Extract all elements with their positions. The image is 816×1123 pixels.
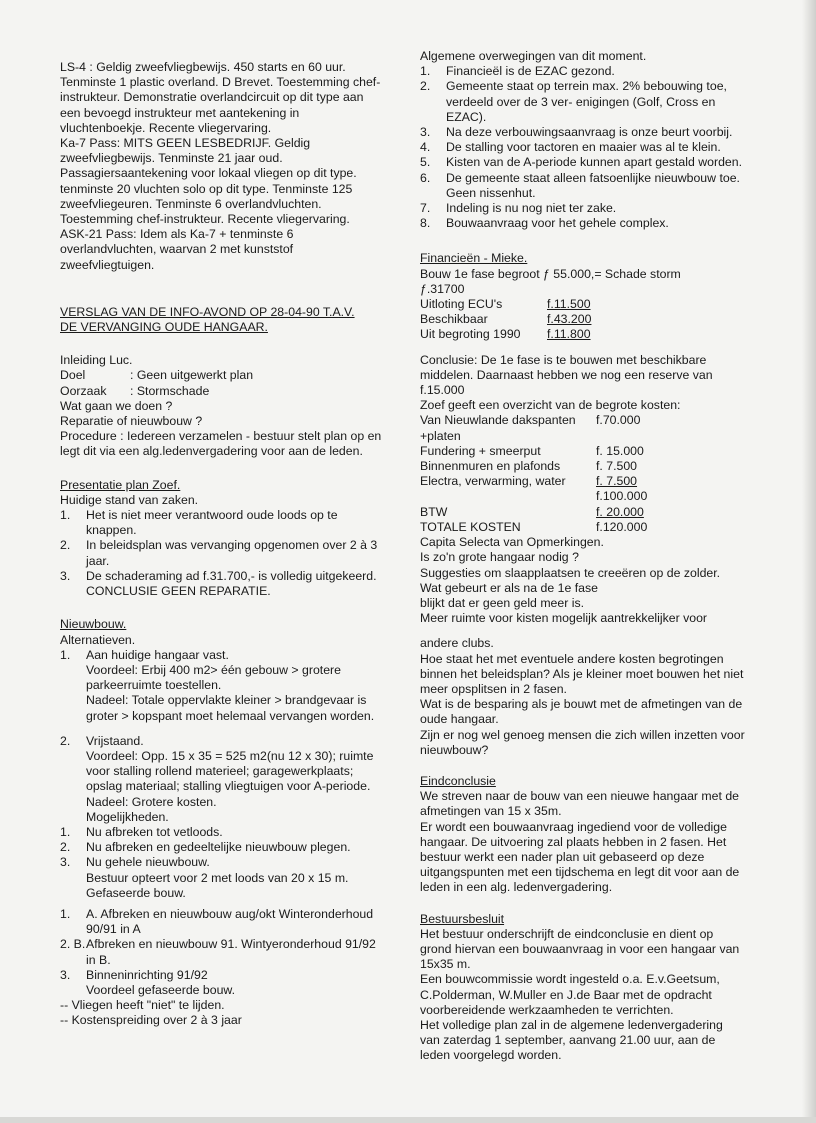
alt2-heading: Vrijstaand. — [86, 733, 144, 748]
opmerking-8: Wat is de besparing als je bouwt met de afmetingen van de oude hangaar. — [420, 697, 743, 727]
fase-item — [60, 937, 382, 967]
fase-item-number: 2. B. — [60, 937, 86, 952]
mogelijkheden-list — [60, 825, 382, 871]
fase-item — [60, 968, 382, 983]
alternatief-2 — [60, 734, 382, 825]
overweging-item-number: 4. — [420, 140, 431, 155]
doel-row — [60, 368, 382, 383]
mogelijkheid-item — [60, 840, 382, 855]
opmerking-2: Suggesties om slaapplaatsen te creeëren op de zolder. — [420, 565, 721, 580]
ask21-requirements: ASK-21 Pass: Idem als Ka-7 + tenminste 6 overlandvluchten, waarvan 2 met kunststof zweefvliegtuigen. — [60, 227, 294, 272]
mogelijkheid-item-text: Nu afbreken tot vetloods. — [86, 824, 223, 839]
overweging-item-text: Kisten van de A-periode kunnen apart gestald worden. — [446, 155, 743, 170]
overweging-item-number: 5. — [420, 155, 431, 170]
overweging-item — [420, 171, 746, 201]
presentatie-item-number: 2. — [60, 538, 71, 553]
overweging-item — [420, 125, 746, 140]
overweging-item-text: Gemeente staat op terrein max. 2% bebouwing toe, verdeeld over de 3 ver- enigingen (Golf, Cross en EZAC). — [446, 79, 727, 124]
oorzaak-value: : Stormschade — [130, 383, 210, 398]
eindconclusie-text: We streven naar de bouw van een nieuwe hangaar met de afmetingen van 15 x 35m. — [420, 789, 740, 819]
verslag-title-line1: VERSLAG VAN DE INFO-AVOND OP 28-04-90 T.A.V. — [60, 304, 355, 319]
financien-amount: f.11.500 — [547, 297, 591, 312]
alt1-number: 1. — [60, 647, 71, 662]
alt2-number: 2. — [60, 733, 71, 748]
huidige-stand: Huidige stand van zaken. — [60, 492, 199, 507]
opmerking-5: Meer ruimte voor kisten mogelijk aantrekkelijker voor — [420, 611, 708, 626]
alt2-voordeel: Voordeel: Opp. 15 x 35 = 525 m2(nu 12 x 30); ruimte voor stalling rollend materieel; garagewerkplaats; opslag materiaal; stalling vliegtuigen voor A-periode. — [86, 748, 374, 794]
financien-label: Uitloting ECU's — [420, 297, 503, 312]
eindconclusie-title: Eindconclusie — [420, 773, 496, 788]
overweging-item-text: Indeling is nu nog niet ter zake. — [446, 201, 617, 216]
kosten-amount: f. 7.500 — [596, 474, 638, 489]
kosten-amount: f. 20.000 — [596, 504, 644, 519]
mogelijkheid-item — [60, 855, 382, 870]
mogelijkheid-item-text: Nu gehele nieuwbouw. — [86, 855, 210, 870]
fase-item-text: A. Afbreken en nieuwbouw aug/okt Winteronderhoud 90/91 in A — [86, 906, 374, 937]
financien-table — [420, 297, 746, 343]
alternatief-1 — [60, 648, 382, 724]
bestuursbesluit-text: Het bestuur onderschrijft de eindconclusie en dient op grond hiervan een bouwaanvraag in voor een hangaar van 15x35 m. — [420, 926, 740, 972]
oorzaak-label: Oorzaak — [60, 383, 107, 398]
overweging-item — [420, 64, 746, 79]
kosten-label: Fundering + smeerput — [420, 443, 541, 458]
financien-row — [420, 327, 746, 342]
kosten-label — [420, 489, 596, 504]
kosten-row — [420, 459, 746, 474]
overweging-item-number: 6. — [420, 170, 431, 185]
nieuwbouw-title: Nieuwbouw. — [60, 617, 127, 632]
kosten-label: Electra, verwarming, water — [420, 474, 566, 489]
kosten-label: BTW — [420, 504, 448, 519]
bouw-schade-bedrag: ƒ.31700 — [420, 281, 465, 296]
doel-label: Doel — [60, 368, 86, 383]
bouw-begroot: Bouw 1e fase begroot ƒ 55.000,= Schade storm — [420, 266, 681, 281]
overweging-item-number: 3. — [420, 125, 431, 140]
ka7-requirements: Ka-7 Pass: MITS GEEN LESBEDRIJF. Geldig zweefvliegbewijs. Tenminste 21 jaar oud. Passagiersaantekening voor lokaal vliegen op dit type. tenminste 20 vluchten solo op dit type. Tenminste 125 zweefvliegeuren. Tenminste 6 overlandvluchten. Toestemming chef-instrukteur. Recente vliegervaring. — [60, 136, 357, 227]
inleiding: Inleiding Luc. — [60, 353, 133, 368]
overweging-item-number: 7. — [420, 201, 431, 216]
bestuur-opteert: Bestuur opteert voor 2 met loods van 20 x 15 m. — [86, 870, 349, 885]
financien-label: Uit begroting 1990 — [420, 327, 521, 342]
overweging-item — [420, 155, 746, 170]
right-column — [420, 49, 746, 1064]
overweging-item — [420, 79, 746, 125]
overweging-item — [420, 140, 746, 155]
presentatie-item — [60, 569, 382, 584]
wat-gaan-we-doen: Wat gaan we doen ? — [60, 398, 173, 413]
kostenspreiding-note: -- Kostenspreiding over 2 à 3 jaar — [60, 1013, 242, 1028]
overweging-item-text: De gemeente staat alleen fatsoenlijke nieuwbouw toe. Geen nissenhut. — [446, 170, 740, 200]
opmerking-7: Hoe staat het met eventuele andere kosten begrotingen binnen het beleidsplan? Als je kleiner moet bouwen het niet meer opsplitsen in 2 fasen. — [420, 651, 744, 696]
zoef-overzicht: Zoef geeft een overzicht van de begrote kosten: — [420, 398, 681, 413]
kosten-row — [420, 413, 746, 443]
gefaseerde-bouw: Gefaseerde bouw. — [86, 885, 186, 900]
bestuursbesluit-text-2: Een bouwcommissie wordt ingesteld o.a. E.v.Geetsum, C.Polderman, W.Muller en J.de Baar met de opdracht voorbereidende werkzaamheden te verrichten. — [420, 972, 720, 1017]
fase-list — [60, 907, 382, 983]
mogelijkheid-item-number: 1. — [60, 824, 71, 839]
capita-selecta: Capita Selecta van Opmerkingen. — [420, 535, 604, 550]
fase-item-text: Afbreken en nieuwbouw 91. Wintyeronderhoud 91/92 in B. — [86, 937, 376, 967]
kosten-row — [420, 505, 746, 520]
fase-item-number: 3. — [60, 967, 71, 982]
alt1-voordeel: Voordeel: Erbij 400 m2> één gebouw > grotere parkeerruimte toestellen. — [86, 662, 341, 693]
eindconclusie-text-2: Er wordt een bouwaanvraag ingediend voor de volledige hangaar. De uitvoering zal plaats hebben in 2 fasen. Het bestuur werkt een nader plan uit gebaseerd op deze uitgangspunten met een tijdschema en legt dit voor aan de leden in een alg. ledenvergadering. — [420, 819, 740, 895]
kosten-amount: f.120.000 — [596, 519, 648, 534]
procedure: Procedure : Iedereen verzamelen - bestuur stelt plan op en legt dit via een alg.ledenvergadering voor aan de leden. — [60, 429, 382, 459]
overweging-item-text: Financieël is de EZAC gezond. — [446, 64, 615, 79]
alt1-nadeel: Nadeel: Totale oppervlakte kleiner > brandgevaar is groter > kopspant moet helemaal vervangen worden. — [86, 693, 375, 723]
kosten-label: Van Nieuwlande dakspanten +platen — [420, 413, 576, 443]
kosten-amount: f.70.000 — [596, 413, 641, 428]
algemene-title: Algemene overwegingen van dit moment. — [420, 49, 647, 63]
presentatie-item-text: In beleidsplan was vervanging opgenomen over 2 à 3 jaar. — [86, 538, 378, 568]
bestuursbesluit-title: Bestuursbesluit — [420, 911, 505, 926]
bestuursbesluit-text-3: Het volledige plan zal in de algemene ledenvergadering van zaterdag 1 september, aanvang 21.00 uur, aan de leden voorgelegd worden. — [420, 1017, 723, 1063]
doel-value: : Geen uitgewerkt plan — [130, 368, 254, 383]
opmerking-4: blijkt dat er geen geld meer is. — [420, 595, 585, 610]
kosten-amount: f. 7.500 — [596, 459, 638, 474]
kosten-row — [420, 444, 746, 459]
overweging-item-text: Bouwaanvraag voor het gehele complex. — [446, 216, 669, 231]
kosten-row — [420, 474, 746, 489]
kosten-row — [420, 520, 746, 535]
page-bottom-edge — [0, 1117, 816, 1123]
conclusie-geen-reparatie: CONCLUSIE GEEN REPARATIE. — [86, 584, 271, 599]
overweging-item-text: Na deze verbouwingsaanvraag is onze beurt voorbij. — [446, 125, 733, 140]
verslag-title-line2: DE VERVANGING OUDE HANGAAR. — [60, 320, 268, 335]
conclusie-financien: Conclusie: De 1e fase is te bouwen met beschikbare middelen. Daarnaast hebben we nog een reserve van f.15.000 — [420, 352, 713, 398]
presentatie-item — [60, 508, 382, 538]
overweging-item-number: 1. — [420, 64, 431, 79]
financien-row — [420, 312, 746, 327]
mogelijkheid-item-number: 3. — [60, 855, 71, 870]
page-edge-shadow — [802, 0, 816, 1123]
opmerking-1: Is zo'n grote hangaar nodig ? — [420, 550, 579, 565]
alt1-heading: Aan huidige hangaar vast. — [86, 647, 229, 662]
overweging-item-text: De stalling voor tactoren en maaier was al te klein. — [446, 140, 721, 155]
financien-amount: f.43.200 — [547, 312, 592, 327]
kosten-amount: f.100.000 — [596, 489, 648, 504]
presentatie-item-text: Het is niet meer verantwoord oude loods op te knappen. — [86, 508, 338, 538]
reparatie-vraag: Reparatie of nieuwbouw ? — [60, 414, 203, 429]
financien-label: Beschikbaar — [420, 312, 488, 327]
presentatie-item-number: 1. — [60, 508, 71, 523]
overweging-item — [420, 201, 746, 216]
presentatie-item — [60, 538, 382, 568]
mogelijkheid-item — [60, 825, 382, 840]
oorzaak-row — [60, 384, 382, 399]
presentatie-list — [60, 508, 382, 584]
fase-item-text: Binneninrichting 91/92 — [86, 967, 208, 982]
fase-item — [60, 907, 382, 937]
mogelijkheid-item-text: Nu afbreken en gedeeltelijke nieuwbouw plegen. — [86, 840, 351, 855]
opmerking-9: Zijn er nog wel genoeg mensen die zich willen inzetten voor nieuwbouw? — [420, 727, 745, 757]
kosten-label: Binnenmuren en plafonds — [420, 459, 561, 474]
opmerking-6: andere clubs. — [420, 636, 494, 651]
voordeel-gefaseerde: Voordeel gefaseerde bouw. — [86, 982, 236, 997]
ls4-requirements: LS-4 : Geldig zweefvliegbewijs. 450 starts en 60 uur. Tenminste 1 plastic overland. D Brevet. Toestemming chef-instrukteur. Demonstratie overlandcircuit op dit type aan een bevoegd instrukteur met aantekening in vluchtenboekje. Recente vliegervaring. — [60, 60, 381, 135]
mogelijkheden-heading: Mogelijkheden. — [86, 809, 169, 824]
presentatie-item-text: De schaderaming ad f.31.700,- is volledig uitgekeerd. — [86, 568, 377, 583]
overweging-item — [420, 216, 746, 231]
algemene-list — [420, 64, 746, 231]
kosten-label: TOTALE KOSTEN — [420, 519, 521, 534]
vliegen-note: -- Vliegen heeft "niet" te lijden. — [60, 998, 225, 1013]
presentatie-item-number: 3. — [60, 568, 71, 583]
left-column — [60, 60, 382, 1029]
alternatieven-heading: Alternatieven. — [60, 632, 136, 647]
kosten-table — [420, 413, 746, 535]
mogelijkheid-item-number: 2. — [60, 840, 71, 855]
opmerking-3: Wat gebeurt er als na de 1e fase — [420, 580, 598, 595]
kosten-row — [420, 489, 746, 504]
kosten-amount: f. 15.000 — [596, 443, 644, 458]
financien-title: Financieën - Mieke. — [420, 251, 528, 266]
presentatie-title: Presentatie plan Zoef. — [60, 477, 181, 492]
financien-amount: f.11.800 — [547, 327, 591, 342]
financien-row — [420, 297, 746, 312]
fase-item-number: 1. — [60, 906, 71, 921]
overweging-item-number: 8. — [420, 216, 431, 231]
overweging-item-number: 2. — [420, 79, 431, 94]
alt2-nadeel: Nadeel: Grotere kosten. — [86, 794, 217, 809]
